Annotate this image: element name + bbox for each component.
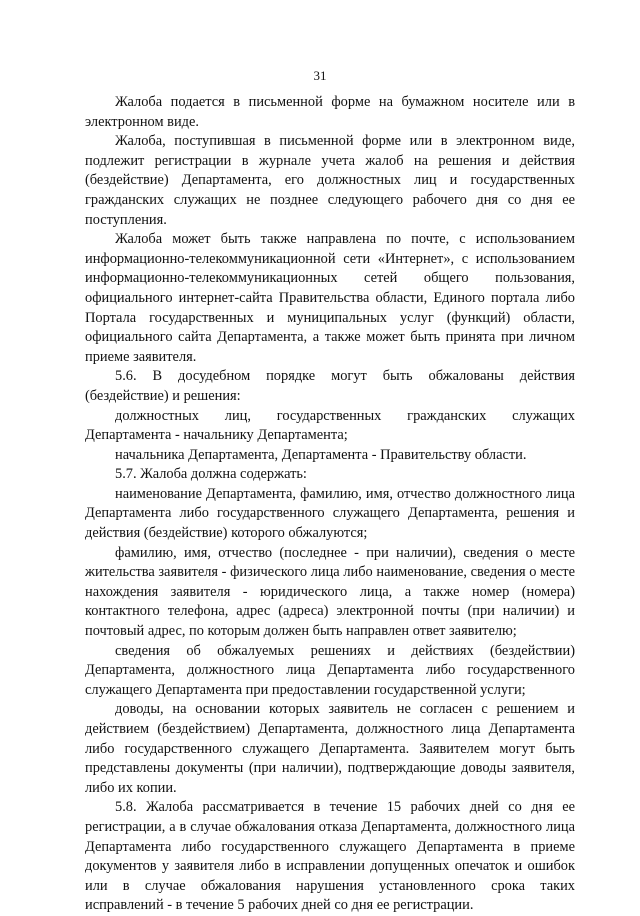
paragraph: 5.7. Жалоба должна содержать: <box>115 466 307 483</box>
page-number: 31 <box>313 68 327 83</box>
paragraph: наименование Департамента, фамилию, имя, отчество должностного лица Департамента либо государственного служащего Департамента, решения и действия (бездействие) которого обжалуются; <box>85 485 575 542</box>
paragraph: Жалоба подается в письменной форме на бумажном носителе или в электронном виде. <box>85 94 575 130</box>
document-body <box>85 93 575 916</box>
paragraph: начальника Департамента, Департамента - Правительству области. <box>115 446 527 463</box>
paragraph: сведения об обжалуемых решениях и действиях (бездействии) Департамента, должностного лица Департамента либо государственного служащего Департамента при предоставлении государственной услуги; <box>85 642 575 698</box>
paragraph: доводы, на основании которых заявитель не согласен с решением и действием (бездействием) Департамента, должностного лица Департамента либо государственного служащего Департамента. Заявителем могут быть представлены документы (при наличии), подтверждающие доводы заявителя, либо их копии. <box>85 701 575 796</box>
paragraph: фамилию, имя, отчество (последнее - при наличии), сведения о месте жительства заявителя - физического лица либо наименование, сведения о месте нахождения заявителя - юридического лица, а также номер (номера) контактного телефона, адрес (адреса) электронной почты (при наличии) и почтовый адрес, по которым должен быть направлен ответ заявителю; <box>85 544 575 640</box>
paragraph: 5.8. Жалоба рассматривается в течение 15 рабочих дней со дня ее регистрации, а в случае обжалования отказа Департамента, должностного лица Департамента либо государственного служащего Департамента в приеме документов у заявителя либо в исправлении допущенных опечаток и ошибок или в случае обжалования нарушения установленного срока таких исправлений - в течение 5 рабочих дней со дня ее регистрации. <box>85 799 575 914</box>
paragraph: Жалоба, поступившая в письменной форме или в электронном виде, подлежит регистрации в журнале учета жалоб на решения и действия (бездействие) Департамента, его должностных лиц и государственных гражданских служащих не позднее следующего рабочего дня со дня ее поступления. <box>85 133 575 228</box>
paragraph: 5.6. В досудебном порядке могут быть обжалованы действия (бездействие) и решения: <box>85 368 575 404</box>
paragraph: должностных лиц, государственных гражданских служащих Департамента - начальнику Департамента; <box>85 407 575 444</box>
paragraph: Жалоба может быть также направлена по почте, с использованием информационно-телекоммуникационной сети «Интернет», с использованием информационно-телекоммуникационных сетей общего пользования, официального интернет-сайта Правительства области, Единого портала либо Портала государственных и муниципальных услуг (функций) области, официального сайта Департамента, а также может быть принята при личном приеме заявителя. <box>85 231 575 365</box>
